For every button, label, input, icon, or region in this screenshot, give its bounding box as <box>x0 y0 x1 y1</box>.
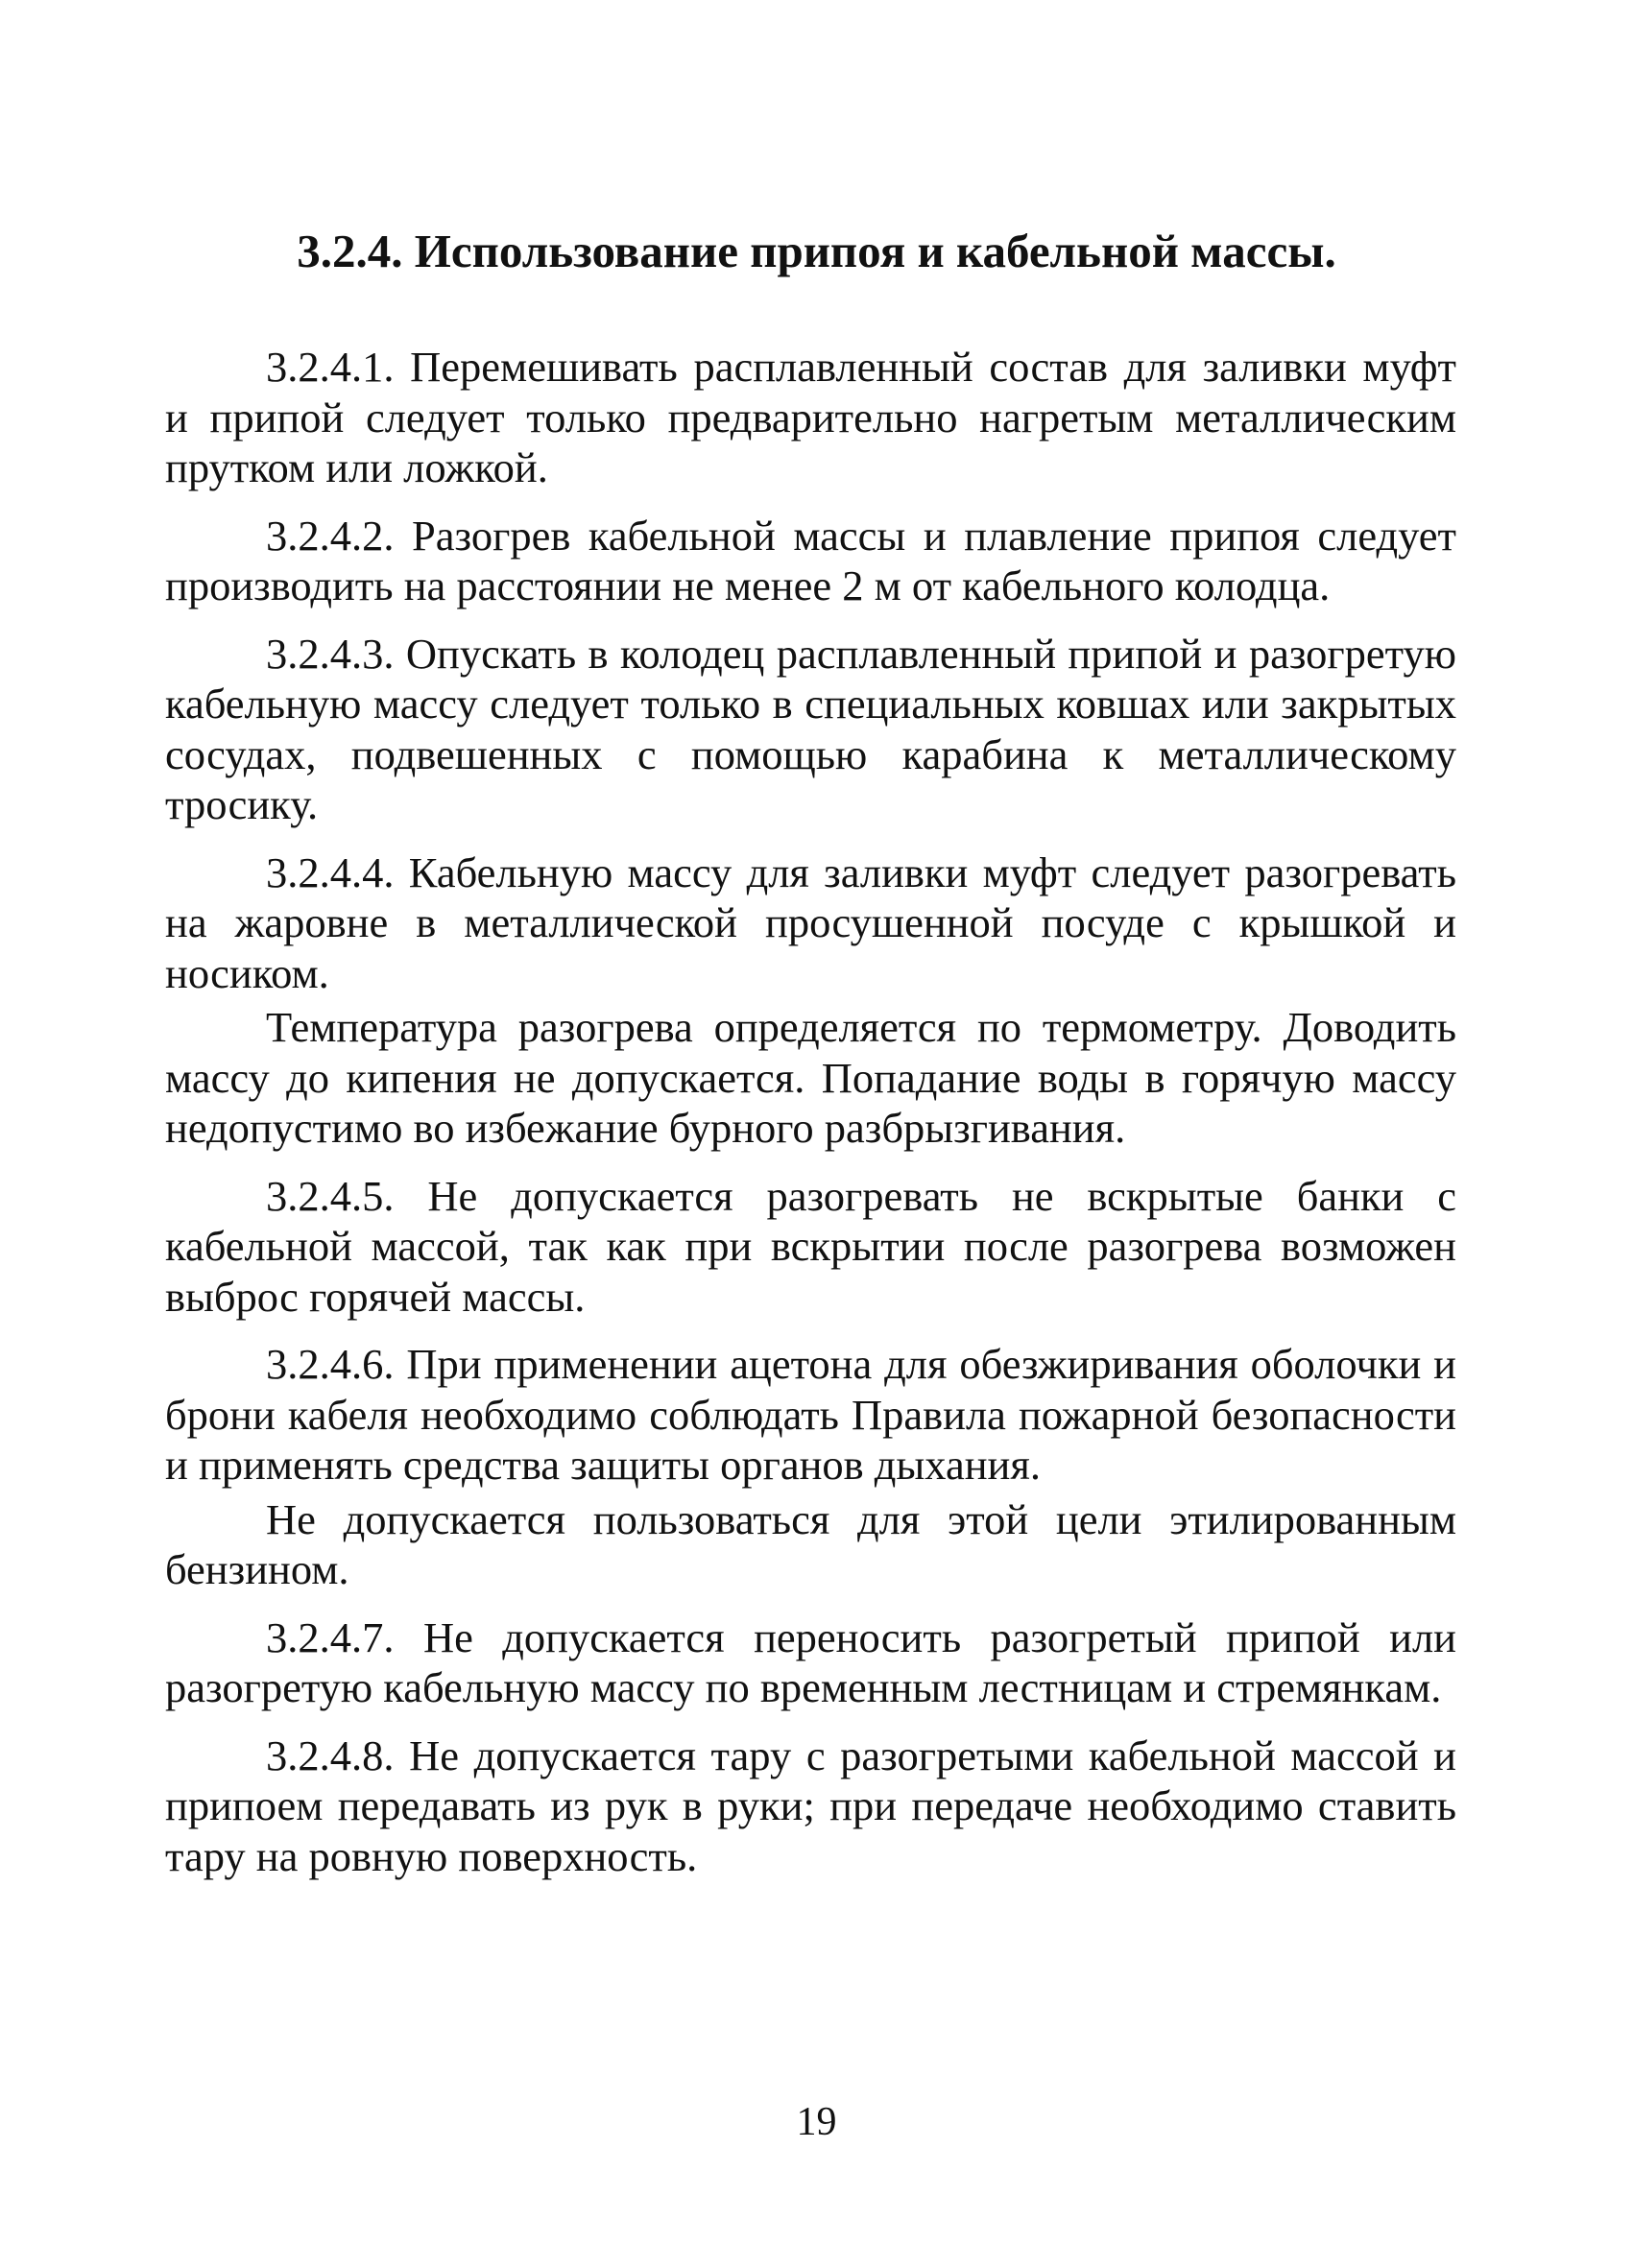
paragraph-3-2-4-5: 3.2.4.5. Не допускается разогревать не вскрытые банки с кабельной массой, так как при вскрытии после разогрева возможен выброс горячей массы. <box>165 1171 1456 1321</box>
body-text <box>165 342 1456 1881</box>
page-number: 19 <box>796 2100 837 2144</box>
paragraph-3-2-4-1: 3.2.4.1. Перемешивать расплавленный состав для заливки муфт и припой следует только предварительно нагретым металлическим прутком или ложкой. <box>165 343 1456 491</box>
paragraph-3-2-4-4: 3.2.4.4. Кабельную массу для заливки муфт следует разогревать на жаровне в металлической просушенной посуде с крышкой и носиком. <box>165 848 1456 997</box>
paragraph-3-2-4-3: 3.2.4.3. Опускать в колодец расплавленный припой и разогретую кабельную массу следует только в специальных ковшах или закрытых сосудах, подвешенных с помощью карабина к металлическому тросику. <box>165 629 1456 828</box>
paragraph-3-2-4-6: 3.2.4.6. При применении ацетона для обезжиривания оболочки и брони кабеля необходимо соблюдать Правила пожарной безопасности и применять средства защиты органов дыхания. <box>165 1340 1456 1489</box>
paragraph-3-2-4-7: 3.2.4.7. Не допускается переносить разогретый припой или разогретую кабельную массу по временным лестницам и стремянкам. <box>165 1612 1456 1711</box>
paragraph-3-2-4-2: 3.2.4.2. Разогрев кабельной массы и плавление припоя следует производить на расстоянии не менее 2 м от кабельного колодца. <box>165 511 1456 609</box>
section-heading: 3.2.4. Использование припоя и кабельной массы. <box>297 225 1336 277</box>
paragraph-temperature-note: Температура разогрева определяется по термометру. Доводить массу до кипения не допускается. Попадание воды в горячую массу недопустимо во избежание бурного разбрызгивания. <box>165 1003 1456 1152</box>
paragraph-gasoline-note: Не допускается пользоваться для этой цели этилированным бензином. <box>165 1494 1456 1593</box>
paragraph-3-2-4-8: 3.2.4.8. Не допускается тару с разогретыми кабельной массой и припоем передавать из рук в руки; при передаче необходимо ставить тару на ровную поверхность. <box>165 1731 1456 1880</box>
